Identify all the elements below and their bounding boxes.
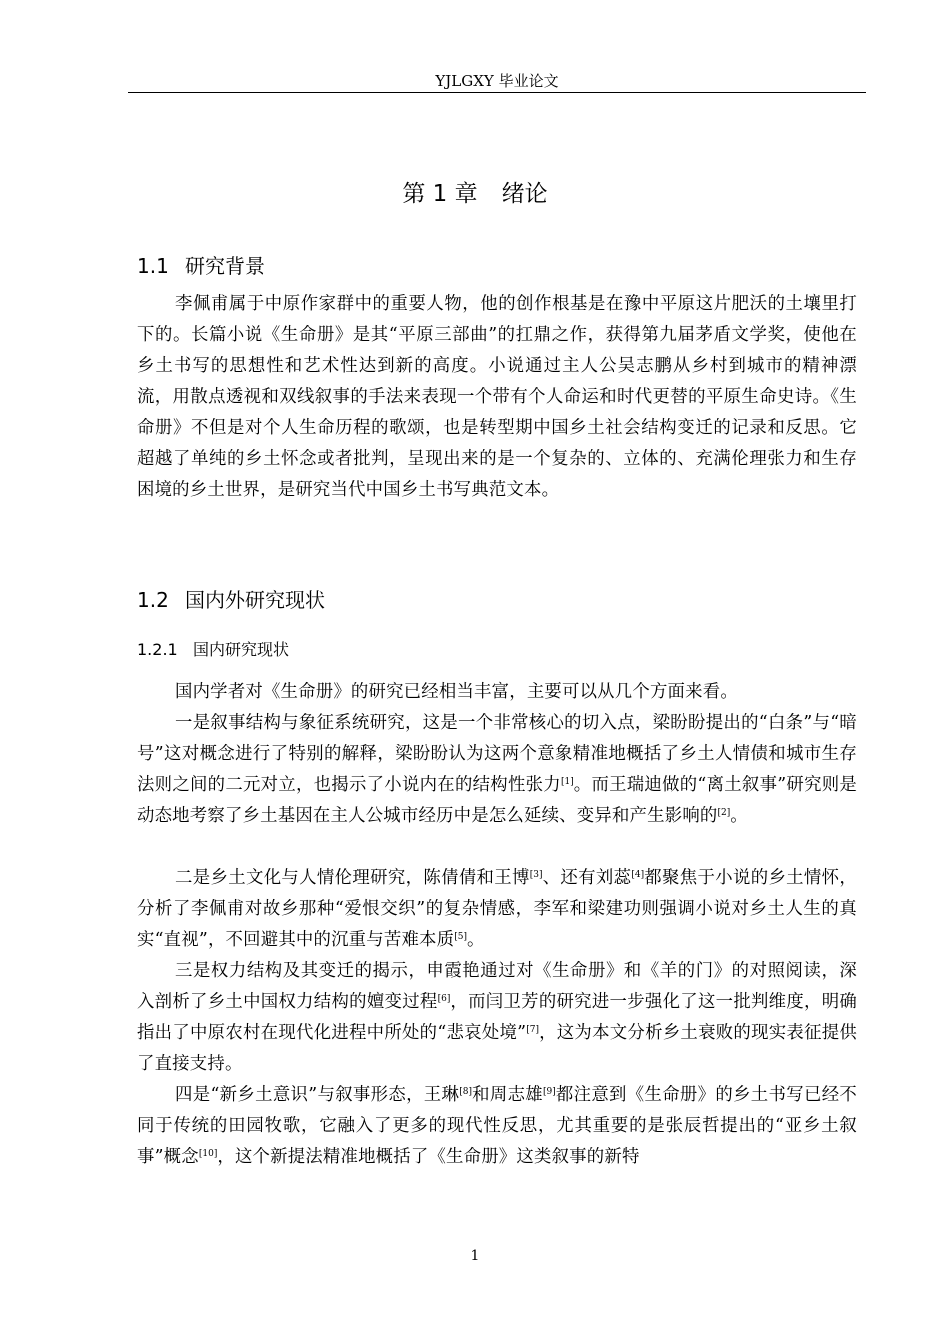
- section-heading-1-2: [137, 586, 325, 614]
- chapter-number: 第 1 章: [402, 181, 478, 207]
- new-rural-consciousness-paragraph: 四是“新乡土意识”与叙事形态，王琳[8]和周志雄[9]都注意到《生命册》的乡土书写已经不同于传统的田园牧歌，它融入了更多的现代性反思，尤其重要的是张辰哲提出的“亚乡土叙事”概念[10]，这个新提法精准地概括了《生命册》这类叙事的新特: [137, 1085, 858, 1167]
- citation-ref: [3]: [529, 870, 543, 880]
- citation-ref: [2]: [717, 808, 731, 818]
- citation-ref: [4]: [631, 870, 645, 880]
- section-title: 国内外研究现状: [185, 588, 325, 612]
- rural-culture-paragraph: 二是乡土文化与人情伦理研究，陈倩倩和王博[3]、还有刘蕊[4]都聚焦于小说的乡土情怀，分析了李佩甫对故乡那种“爱恨交织”的复杂情感，李军和梁建功则强调小说对乡土人生的真实“直视”，不回避其中的沉重与苦难本质[5]。: [137, 868, 857, 950]
- subsection-title: 国内研究现状: [193, 640, 290, 659]
- narrative-structure-paragraph: 一是叙事结构与象征系统研究，这是一个非常核心的切入点，梁盼盼提出的“白条”与“暗号”这对概念进行了特别的解释，梁盼盼认为这两个意象精准地概括了乡土人情债和城市生存法则之间的二元对立，也揭示了小说内在的结构性张力[1]。而王瑞迪做的“离土叙事”研究则是动态地考察了乡土基因在主人公城市经历中是怎么延续、变异和产生影响的[2]。: [137, 713, 857, 826]
- section-title: 研究背景: [185, 254, 265, 278]
- subsection-number: 1.2.1: [137, 640, 178, 659]
- citation-ref: [8]: [459, 1087, 472, 1097]
- citation-ref: [10]: [198, 1149, 218, 1159]
- page-number: 1: [470, 1248, 480, 1264]
- citation-ref: [9]: [543, 1087, 556, 1097]
- section-number: 1.2: [137, 588, 169, 612]
- domestic-intro-paragraph: 国内学者对《生命册》的研究已经相当丰富，主要可以从几个方面来看。: [175, 682, 738, 702]
- citation-ref: [5]: [454, 932, 467, 942]
- subsection-heading-1-2-1: [137, 638, 289, 662]
- chapter-title: [0, 176, 950, 212]
- power-structure-paragraph: 三是权力结构及其变迁的揭示，申霞艳通过对《生命册》和《羊的门》的对照阅读，深入剖析了乡土中国权力结构的嬗变过程[6]，而闫卫芳的研究进一步强化了这一批判维度，明确指出了中原农村在现代化进程中所处的“悲哀处境”[7]，这为本文分析乡土衰败的现实表征提供了直接支持。: [137, 961, 857, 1074]
- chapter-name: 绪论: [501, 181, 548, 207]
- background-paragraph: 李佩甫属于中原作家群中的重要人物，他的创作根基是在豫中平原这片肥沃的土壤里打下的。长篇小说《生命册》是其“平原三部曲”的扛鼎之作，获得第九届茅盾文学奖，使他在乡土书写的思想性和艺术性达到新的高度。小说通过主人公吴志鹏从乡村到城市的精神漂流，用散点透视和双线叙事的手法来表现一个带有个人命运和时代更替的平原生命史诗。《生命册》不但是对个人生命历程的歌颂，也是转型期中国乡土社会结构变迁的记录和反思。它超越了单纯的乡土怀念或者批判，呈现出来的是一个复杂的、立体的、充满伦理张力和生存困境的乡土世界，是研究当代中国乡土书写典范文本。: [137, 294, 857, 500]
- page-header: YJLGXY 毕业论文: [128, 70, 866, 93]
- citation-ref: [6]: [437, 994, 451, 1004]
- citation-ref: [1]: [560, 777, 574, 787]
- section-number: 1.1: [137, 254, 169, 278]
- citation-ref: [7]: [526, 1025, 539, 1035]
- section-heading-1-1: [137, 252, 265, 280]
